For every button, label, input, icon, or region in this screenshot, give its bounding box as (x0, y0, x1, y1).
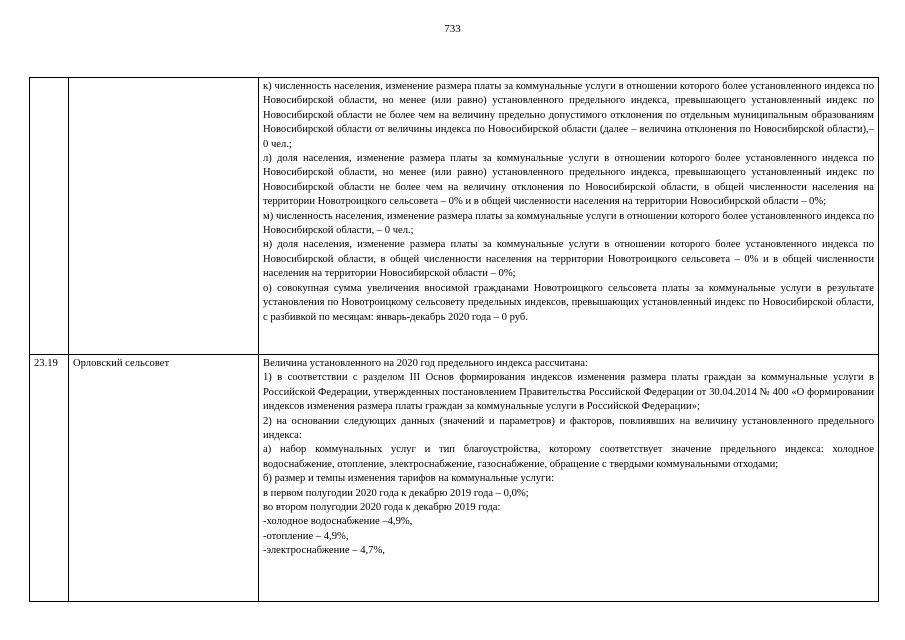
indices-table (29, 77, 879, 602)
paragraph-l: л) доля населения, изменение размера платы за коммунальные услуги в отношении которого более установленного индекса по Новосибирской области, но менее (или равно) установленного предельного индекса, превышающего установленный индекс по Новосибирской области не более чем на величину отклонения по Новосибирской области, в общей численности населения на территории Новотроицкого сельсовета – 0% и в общей численности населения на территории Новосибирской области – 0%; (263, 153, 874, 208)
paragraph-k: к) численность населения, изменение размера платы за коммунальные услуги в отношении которого более установленного индекса по Новосибирской области, но менее (или равно) установленного предельного индекса, превышающего установленный индекс по Новосибирской области не более чем на величину предельно допустимого отклонения по отдельным муниципальным образованиям Новосибирской области от величины индекса по Новосибирской области (далее – величина отклонения по Новосибирской области),– 0 чел.; (263, 81, 874, 150)
paragraph-n: н) доля населения, изменение размера платы за коммунальные услуги в отношении которого более установленного индекса по Новосибирской области, в общей численности населения на территории Новотроицкого сельсовета – 0% и в общей численности населения на территории Новосибирской области – 0%; (263, 239, 874, 280)
paragraph-second-half: во втором полугодии 2020 года к декабрю 2019 года: (263, 502, 501, 514)
page-number: 733 (444, 23, 461, 35)
paragraph-a: а) набор коммунальных услуг и тип благоустройства, которому соответствует значение предельного индекса: холодное водоснабжение, отопление, электроснабжение, газоснабжение, обращение с твердыми коммунальными отходами; (263, 444, 874, 470)
table-row (30, 78, 879, 355)
paragraph-b: б) размер и темпы изменения тарифов на коммунальные услуги: (263, 473, 555, 485)
row-number-cell (30, 78, 69, 355)
paragraph-o: о) совокупная сумма увеличения вносимой гражданами Новотроицкого сельсовета платы за коммунальные услуги в результате установления по Новотроицкому сельсовету предельных индексов, превышающих установленный индекс по Новосибирской области, с разбивкой по месяцам: январь-декабрь 2020 года – 0 руб. (263, 282, 874, 323)
table-row (30, 355, 879, 602)
description-cell (259, 355, 879, 602)
row-number-cell: 23.19 (30, 355, 69, 602)
paragraph-1: 1) в соответствии с разделом III Основ формирования индексов изменения размера платы граждан за коммунальные услуги в Российской Федерации, утвержденных постановлением Правительства Российской Федерации от 30.04.2014 № 400 «О формировании индексов изменения размера платы граждан за коммунальные услуги в Российской Федерации»; (263, 372, 874, 413)
description-cell (259, 78, 879, 355)
paragraph-2: 2) на основании следующих данных (значений и параметров) и факторов, повлиявших на величину установленного предельного индекса: (263, 415, 874, 442)
tariff-heating: -отопление – 4,9%, (263, 530, 349, 542)
tariff-electricity: -электроснабжение – 4,7%, (263, 545, 385, 557)
paragraph-first-half: в первом полугодии 2020 года к декабрю 2019 года – 0,0%; (263, 487, 529, 499)
municipality-cell: Орловский сельсовет (69, 355, 259, 602)
tariff-cold-water: -холодное водоснабжение –4,9%, (263, 516, 413, 528)
paragraph-m: м) численность населения, изменение размера платы за коммунальные услуги в отношении которого более установленного индекса по Новосибирской области, – 0 чел.; (263, 210, 874, 237)
paragraph-intro: Величина установленного на 2020 год предельного индекса рассчитана: (263, 358, 588, 369)
municipality-cell (69, 78, 259, 355)
